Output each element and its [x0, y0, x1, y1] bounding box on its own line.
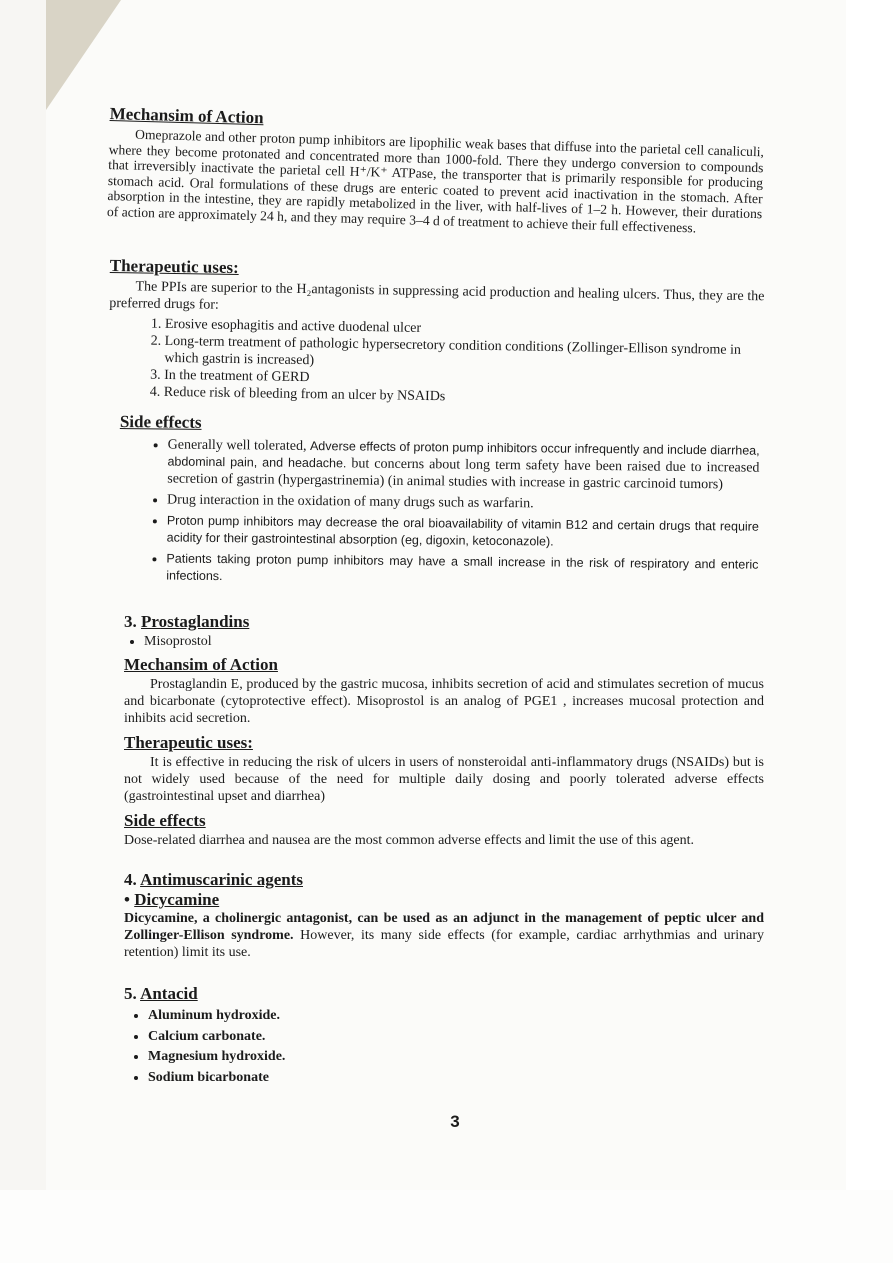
section-number: 5. — [124, 984, 137, 1003]
prostaglandins-section — [124, 612, 764, 849]
ppi-side-effects-list — [118, 436, 760, 591]
antacid-list — [124, 1006, 764, 1088]
ppi-uses-list — [108, 315, 764, 410]
list-item: • Magnesium hydroxide. — [148, 1047, 764, 1068]
prostaglandins-side-heading: Side effects — [124, 810, 206, 830]
drug-name: Dicycamine — [134, 890, 220, 909]
ppi-side-effects-heading: Side effects — [119, 412, 202, 432]
prostaglandins-mechanism-text: Prostaglandin E, produced by the gastric mucosa, inhibits secretion of acid and stimulates secretion of mucus and bicarbonate (cytoprotective effect). Misoprostol is an analog of PGE1 , increases mucosal protection and inhibits acid secretion. — [124, 676, 764, 726]
text-part-a: Dicycamine, a cholinergic antagonist, can be used as an — [124, 911, 468, 926]
section-title: Antacid — [140, 984, 198, 1003]
list-item: • Misoprostol — [144, 632, 764, 653]
section-title: Antimuscarinic agents — [140, 870, 303, 889]
antimuscarinic-text — [124, 910, 764, 961]
side-effect-1c: but concerns about long term safety have been raised due to increased secretion of gastrin (hypergastrinemia) (in animal studies with increase in gastric carcinoid tumors) — [167, 456, 760, 493]
antimuscarinic-drug — [124, 890, 764, 910]
side-effect-1b: Adverse effects of proton pump inhibitors occur infrequently and include diarrhea, abdominal pain, and headache. — [167, 438, 760, 471]
list-item: • Aluminum hydroxide. — [148, 1006, 764, 1027]
page-number: 3 — [450, 1112, 460, 1131]
ppi-uses-section — [108, 256, 765, 410]
text-part-c: However, its many side effects (for example, cardiac arrhythmias and urinary retention) limit its use. — [124, 928, 764, 960]
ppi-uses-heading: Therapeutic uses: — [109, 256, 239, 278]
antimuscarinic-section — [124, 870, 764, 961]
list-item: 3. In the treatment of GERD — [164, 367, 763, 393]
section-number: 4. — [124, 870, 137, 889]
scan-margin-bottom — [0, 1190, 893, 1263]
list-item: • Sodium bicarbonate — [148, 1068, 764, 1089]
list-item: • Proton pump inhibitors may decrease the oral bioavailability of vitamin B12 and certain drugs that require acidity for their gastrointestinal absorption (eg, digoxin, ketoconazole). — [167, 512, 759, 552]
scan-margin-right — [846, 0, 893, 1263]
section-number: 3. — [124, 612, 137, 631]
prostaglandins-side-text: Dose-related diarrhea and nausea are the most common adverse effects and limit the use of this agent. — [124, 832, 695, 848]
list-item: • Drug interaction in the oxidation of many drugs such as warfarin. — [167, 491, 759, 514]
list-item: 2. Long-term treatment of pathologic hypersecretory condition conditions (Zollinger-Ellison syndrome in which gastrin is increased) — [164, 333, 763, 376]
ppi-side-effects-section — [118, 412, 760, 595]
prostaglandins-drug-list — [124, 632, 764, 653]
ppi-uses-intro: The PPIs are superior to the H₂antagonists in suppressing acid production and healing ulcers. Thus, they are the preferred drugs for: — [109, 279, 765, 313]
ppi-mechanism-section — [107, 104, 765, 238]
antacid-heading — [124, 984, 764, 1004]
ppi-mechanism-heading: Mechansim of Action — [109, 104, 264, 128]
prostaglandins-uses-text: It is effective in reducing the risk of ulcers in users of nonsteroidal anti-inflammatory drugs (NSAIDs) but is not widely used because of the need for multiple daily dosing and poorly tolerated adverse effects (gastrointestinal upset and diarrhea) — [124, 754, 764, 804]
prostaglandins-uses-heading: Therapeutic uses: — [124, 732, 253, 752]
list-item: • Patients taking proton pump inhibitors may have a small increase in the risk of respiratory and enteric infections. — [166, 550, 758, 590]
side-effect-1a: Generally well tolerated, — [167, 437, 307, 454]
prostaglandins-mechanism-heading: Mechansim of Action — [124, 654, 278, 674]
antimuscarinic-heading — [124, 870, 764, 890]
section-title: Prostaglandins — [141, 612, 250, 631]
list-item: 1. Erosive esophagitis and active duodenal ulcer — [165, 316, 764, 342]
text-part-b: adjunct in the management of peptic ulcer and Zollinger-Ellison syndrome. — [124, 911, 765, 943]
list-item: • Calcium carbonate. — [148, 1027, 764, 1048]
list-item: 4. Reduce risk of bleeding from an ulcer by NSAIDs — [164, 384, 763, 410]
prostaglandins-heading — [124, 612, 764, 632]
antacid-section — [124, 984, 764, 1088]
bullet: • — [124, 890, 130, 909]
list-item — [167, 437, 760, 494]
ppi-mechanism-text: Omeprazole and other proton pump inhibitors are lipophilic weak bases that diffuse into the parietal cell canaliculi, where they become protonated and concentrated more than 1000-fold. There they undergo conversion to compounds that irreversibly inactivate the parietal cell H⁺/K⁺ ATPase, the transporter that is primarily responsible for producing stomach acid. Oral formulations of these drugs are enteric coated to prevent acid inactivation in the stomach. After absorption in the intestine, they are rapidly metabolized in the liver, with half-lives of 1–2 h. However, their durations of action are approximately 24 h, and they may require 3–4 d of treatment to achieve their full effectiveness. — [106, 126, 765, 236]
folded-corner — [46, 0, 121, 110]
